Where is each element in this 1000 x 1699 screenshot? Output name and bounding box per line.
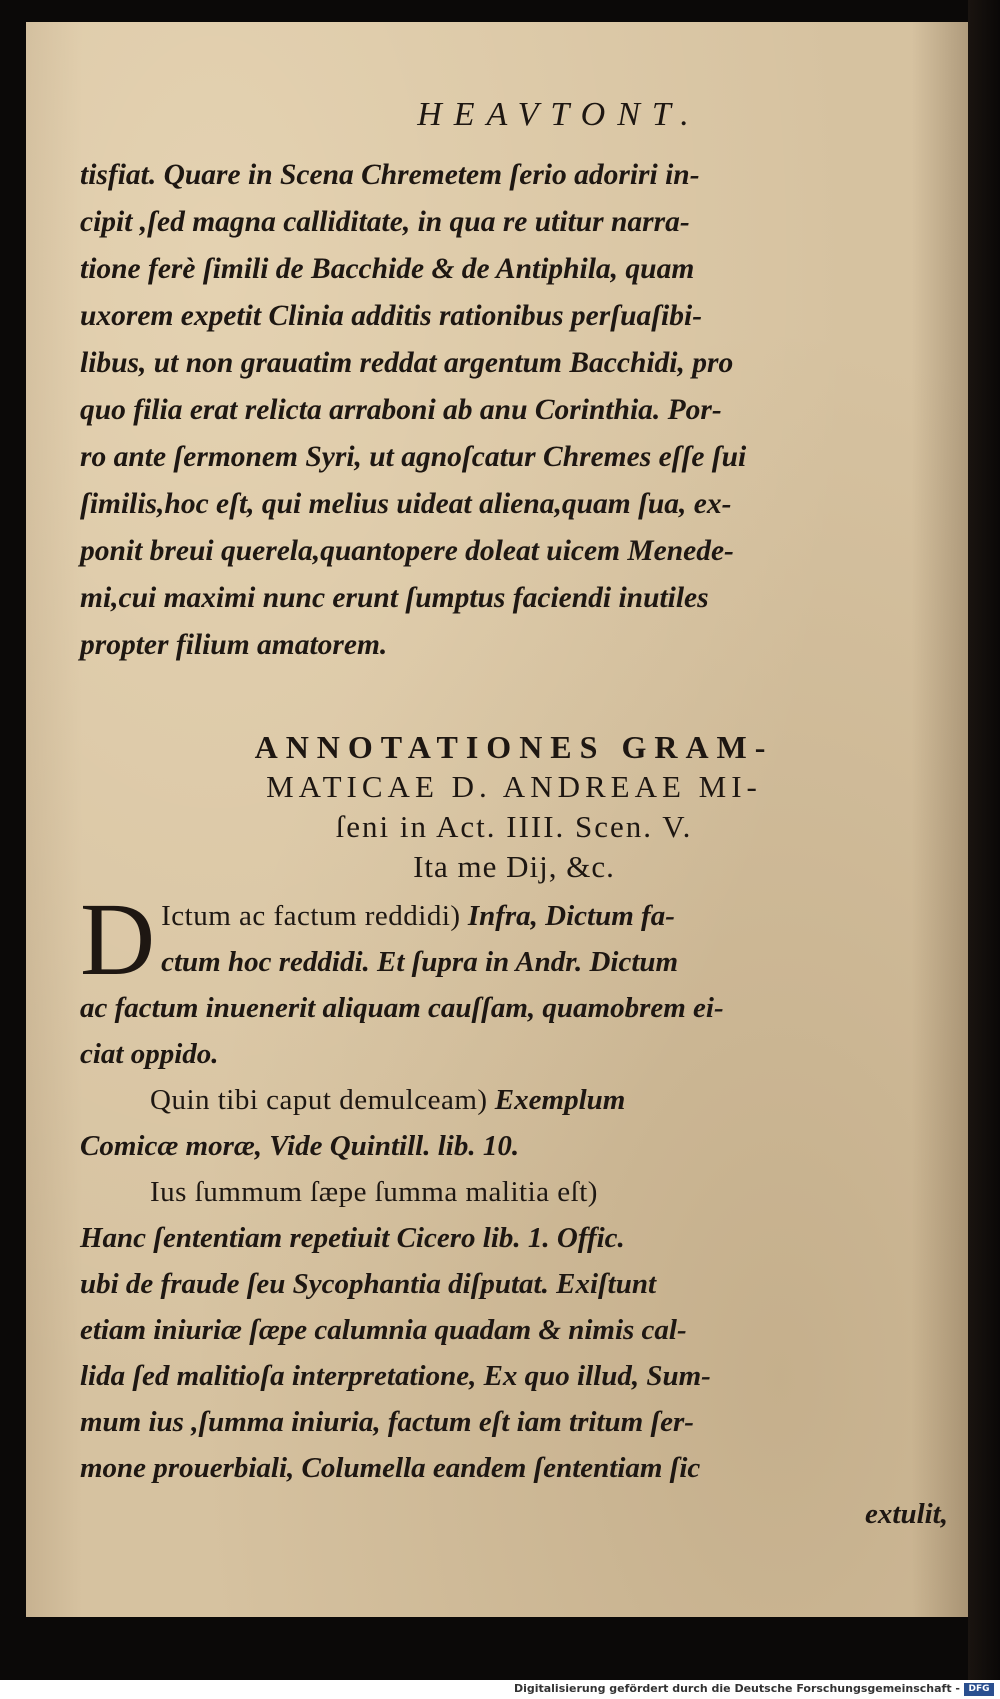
text-line: mum ius ,ſumma iniuria, factum eſt iam tritum ſer- — [80, 1406, 694, 1438]
text-line — [80, 893, 948, 939]
catchword: extulit, — [865, 1498, 948, 1530]
text-line: lida ſed malitioſa interpretatione, Ex quo illud, Sum- — [80, 1360, 711, 1392]
drop-cap: D — [80, 882, 156, 997]
comment: Infra, Dictum fa- — [460, 900, 675, 932]
text-line — [80, 1169, 948, 1215]
lemma: Quin tibi caput demulceam) — [150, 1084, 488, 1116]
text-line: Hanc ſententiam repetiuit Cicero lib. 1. Offic. — [80, 1222, 625, 1254]
footer-credit: Digitalisierung gefördert durch die Deutsche Forschungsgemeinschaft - — [513, 1682, 960, 1695]
text-line: propter filium amatorem. — [80, 629, 388, 661]
text-line: tisfiat. Quare in Scena Chremetem ſerio adoriri in- — [80, 159, 700, 191]
text-line — [80, 1077, 948, 1123]
lemma: Ictum ac factum reddidi) — [161, 900, 461, 932]
text-line: Comicæ moræ, Vide Quintill. lib. 10. — [80, 1130, 520, 1162]
heading-line-4: Ita me Dij, &c. — [413, 849, 615, 884]
text-line: ac factum inuenerit aliquam cauſſam, quamobrem ei- — [80, 992, 724, 1024]
running-head: HEAVTONT. — [417, 96, 701, 133]
intro-paragraph — [80, 152, 948, 669]
text-line: tione ferè ſimili de Bacchide & de Antiphila, quam — [80, 253, 695, 285]
text-line: libus, ut non grauatim reddat argentum Bacchidi, pro — [80, 347, 734, 379]
heading-line-3: ſeni in Act. IIII. Scen. V. — [335, 809, 693, 844]
text-line: ctum hoc reddidi. Et ſupra in Andr. Dictum — [161, 946, 679, 978]
comment: Exemplum — [487, 1084, 626, 1116]
text-line: mi,cui maximi nunc erunt ſumptus faciendi inutiles — [80, 582, 709, 614]
text-line: ponit breui querela,quantopere doleat uicem Menede- — [80, 535, 734, 567]
heading-line-1: ANNOTATIONES GRAM- — [254, 729, 774, 765]
text-line: ro ante ſermonem Syri, ut agnoſcatur Chremes eſſe ſui — [80, 441, 747, 473]
text-line: cipit ,ſed magna calliditate, in qua re utitur narra- — [80, 206, 690, 238]
text-line: etiam iniuriæ ſæpe calumnia quadam & nimis cal- — [80, 1314, 687, 1346]
lemma: Ius ſummum ſæpe ſumma malitia eſt) — [150, 1176, 598, 1208]
heading-line-2: MATICAE D. ANDREAE MI- — [266, 769, 762, 804]
dfg-logo-icon: DFG — [964, 1683, 994, 1696]
annotation-body — [80, 882, 948, 1537]
text-line: ſimilis,hoc eſt, qui melius uideat aliena,quam ſua, ex- — [80, 488, 732, 520]
text-line: mone prouerbiali, Columella eandem ſententiam ſic — [80, 1452, 701, 1484]
text-line: ciat oppido. — [80, 1038, 219, 1070]
binding-gutter — [968, 0, 1000, 1699]
text-line: ubi de fraude ſeu Sycophantia diſputat. Exiſtunt — [80, 1268, 657, 1300]
section-heading — [80, 727, 948, 887]
text-line: quo filia erat relicta arraboni ab anu Corinthia. Por- — [80, 394, 722, 426]
text-block — [80, 96, 948, 1537]
text-line: uxorem expetit Clinia additis rationibus perſuaſibi- — [80, 300, 703, 332]
